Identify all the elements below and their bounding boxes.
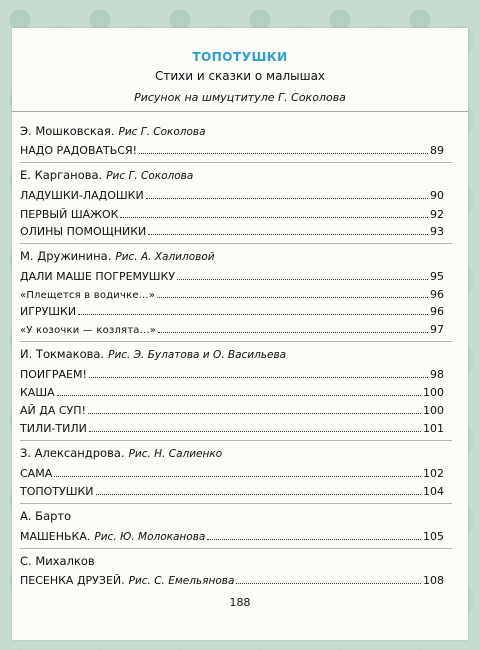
leader-dots — [89, 431, 421, 432]
toc-entry[interactable] — [20, 323, 444, 336]
divider — [20, 341, 452, 342]
leader-dots — [78, 314, 428, 315]
page-ref: 93 — [430, 225, 444, 238]
entry-title: ОЛИНЫ ПОМОЩНИКИ — [20, 225, 147, 238]
toc-entry[interactable] — [20, 422, 444, 435]
leader-dots — [177, 279, 428, 280]
toc-entry[interactable] — [20, 225, 444, 238]
author-name: С. Михалков — [20, 554, 95, 568]
leader-dots — [96, 494, 421, 495]
illustrator-name: Рис. А. Халиловой — [115, 251, 215, 263]
toc-entry[interactable] — [20, 288, 444, 301]
divider — [20, 162, 452, 163]
leader-dots — [88, 413, 421, 414]
author-name: И. Токмакова. — [20, 347, 105, 361]
illustration-credit: Рисунок на шмуцтитуле Г. Соколова — [134, 91, 346, 104]
entry-title: ЛАДУШКИ-ЛАДОШКИ — [20, 189, 144, 202]
entry-title: ДАЛИ МАШЕ ПОГРЕМУШКУ — [20, 270, 176, 283]
entry-title: ТОПОТУШКИ — [20, 485, 94, 498]
author-name: М. Дружинина. — [20, 249, 112, 263]
author-line — [20, 168, 193, 182]
illustrator-name: Рис Г. Соколова — [118, 126, 206, 138]
entry-title-text: ПЕСЕНКА ДРУЗЕЙ. — [20, 574, 125, 587]
entry-title: ПЕРВЫЙ ШАЖОК — [20, 208, 119, 221]
toc-entry[interactable] — [20, 386, 444, 399]
page-ref: 105 — [423, 530, 444, 543]
illustrator-name: Рис. С. Емельянова — [128, 575, 235, 587]
entry-title: ИГРУШКИ — [20, 305, 77, 318]
leader-dots — [54, 476, 421, 477]
toc-entry[interactable] — [20, 189, 444, 202]
leader-dots — [157, 297, 428, 298]
page-ref: 96 — [430, 305, 444, 318]
leader-dots — [236, 583, 421, 584]
author-line — [20, 509, 71, 523]
toc-entry[interactable] — [20, 305, 444, 318]
divider — [20, 243, 452, 244]
page-ref: 102 — [423, 467, 444, 480]
page-ref: 108 — [423, 574, 444, 587]
illustrator-name: Рис Г. Соколова — [106, 170, 194, 182]
author-line — [20, 124, 206, 138]
entry-title: «У козочки — козлята...» — [20, 325, 157, 336]
entry-title: НАДО РАДОВАТЬСЯ! — [20, 144, 138, 157]
page-ref: 97 — [430, 323, 444, 336]
entry-title: САМА — [20, 467, 53, 480]
book-page — [12, 28, 468, 640]
leader-dots — [146, 198, 428, 199]
entry-title: ПОИГРАЕМ! — [20, 368, 87, 381]
toc-entry[interactable] — [20, 368, 444, 381]
divider — [20, 503, 452, 504]
leader-dots — [158, 332, 428, 333]
toc-entry[interactable] — [20, 467, 444, 480]
section-title: ТОПОТУШКИ — [192, 50, 288, 64]
toc-entry[interactable] — [20, 485, 444, 498]
section-subtitle: Стихи и сказки о малышах — [154, 69, 326, 83]
page-ref: 98 — [430, 368, 444, 381]
page-ref: 101 — [423, 422, 444, 435]
toc-entry[interactable] — [20, 144, 444, 157]
leader-dots — [148, 234, 428, 235]
page-ref: 100 — [423, 404, 444, 417]
entry-title: ТИЛИ-ТИЛИ — [20, 422, 87, 435]
author-name: А. Барто — [20, 509, 72, 523]
toc-entry[interactable] — [20, 530, 444, 543]
leader-dots — [120, 217, 428, 218]
page-ref: 95 — [430, 270, 444, 283]
illustrator-name: Рис. Ю. Молоканова — [94, 531, 206, 543]
author-line — [20, 446, 222, 460]
entry-title: «Плещется в водичке...» — [20, 290, 156, 301]
author-name: Е. Карганова. — [20, 168, 103, 182]
entry-title — [20, 530, 205, 543]
leader-dots — [57, 395, 421, 396]
page-ref: 100 — [423, 386, 444, 399]
page-ref: 90 — [430, 189, 444, 202]
page-ref: 92 — [430, 208, 444, 221]
divider — [20, 440, 452, 441]
author-line — [20, 249, 215, 263]
entry-title: АЙ ДА СУП! — [20, 404, 86, 417]
leader-dots — [207, 539, 421, 540]
author-line — [20, 554, 95, 568]
page-number: 188 — [229, 596, 251, 609]
toc-entry[interactable] — [20, 574, 444, 587]
entry-title-text: МАШЕНЬКА. — [20, 530, 91, 543]
toc-entry[interactable] — [20, 208, 444, 221]
author-name: Э. Мошковская. — [20, 124, 115, 138]
entry-title: КАША — [20, 386, 55, 399]
divider — [20, 548, 452, 549]
toc-entry[interactable] — [20, 270, 444, 283]
leader-dots — [139, 153, 428, 154]
author-name: З. Александрова. — [20, 446, 125, 460]
page-ref: 104 — [423, 485, 444, 498]
page-ref: 96 — [430, 288, 444, 301]
illustrator-name: Рис. Э. Булатова и О. Васильева — [108, 349, 287, 361]
entry-title — [20, 574, 234, 587]
toc-entry[interactable] — [20, 404, 444, 417]
illustrator-name: Рис. Н. Салиенко — [128, 448, 223, 460]
page-ref: 89 — [430, 144, 444, 157]
author-line — [20, 347, 286, 361]
divider — [12, 111, 468, 112]
leader-dots — [89, 377, 428, 378]
